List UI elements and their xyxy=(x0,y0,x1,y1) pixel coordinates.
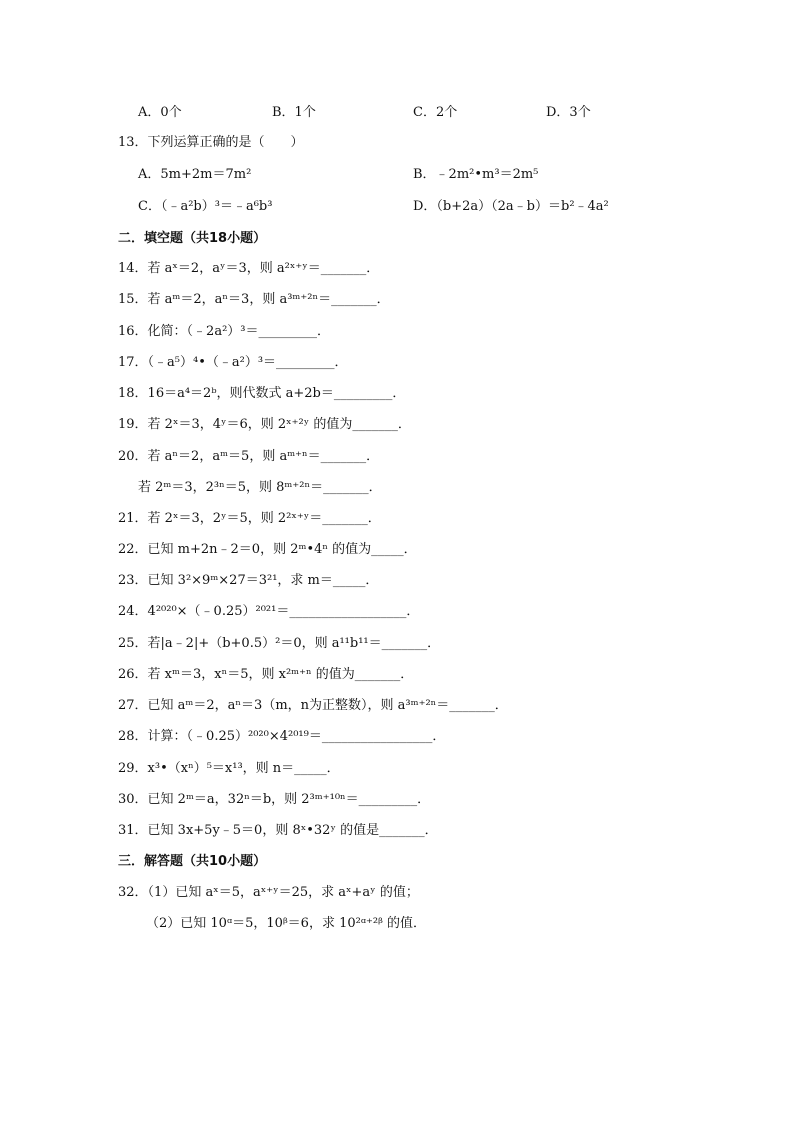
q13-stem: 13．下列运算正确的是（ ） xyxy=(118,135,304,150)
q12-option-b: B．1个 xyxy=(272,105,316,120)
question-17: 17．（﹣a⁵）⁴•（﹣a²）³＝_________． xyxy=(118,355,348,370)
q13-option-c: C．（﹣a²b）³＝﹣a⁶b³ xyxy=(138,199,273,214)
question-15: 15．若 aᵐ＝2，aⁿ＝3，则 a³ᵐ⁺²ⁿ＝_______． xyxy=(118,292,390,307)
question-32-part-1: 32．（1）已知 aˣ＝5，aˣ⁺ʸ＝25，求 aˣ+aʸ 的值； xyxy=(118,885,419,900)
q12-option-a: A．0个 xyxy=(138,105,182,120)
question-26: 26．若 xᵐ＝3，xⁿ＝5，则 x²ᵐ⁺ⁿ 的值为_______． xyxy=(118,667,414,682)
question-22: 22．已知 m+2n﹣2＝0，则 2ᵐ•4ⁿ 的值为_____． xyxy=(118,542,417,557)
question-27: 27．已知 aᵐ＝2，aⁿ＝3（m，n为正整数），则 a³ᵐ⁺²ⁿ＝_______． xyxy=(118,698,508,713)
question-31: 31．已知 3x+5y﹣5＝0，则 8ˣ•32ʸ 的值是_______． xyxy=(118,823,438,838)
question-30: 30．已知 2ᵐ＝a，32ⁿ＝b，则 2³ᵐ⁺¹⁰ⁿ＝_________． xyxy=(118,792,431,807)
question-28: 28．计算：（﹣0.25）²⁰²⁰×4²⁰¹⁹＝_________________． xyxy=(118,729,446,744)
question-25: 25．若|a﹣2|+（b+0.5）²＝0，则 a¹¹b¹¹＝_______． xyxy=(118,636,441,651)
q13-option-b: B．﹣2m²•m³＝2m⁵ xyxy=(413,167,539,182)
section-heading-fill: 二．填空题（共18小题） xyxy=(118,231,267,246)
q13-option-d: D．（b+2a）（2a﹣b）＝b²﹣4a² xyxy=(413,199,609,214)
section-heading-answer: 三．解答题（共10小题） xyxy=(118,854,267,869)
question-20-followup: 若 2ᵐ＝3，2³ⁿ＝5，则 8ᵐ⁺²ⁿ＝_______． xyxy=(138,480,382,495)
question-24: 24．4²⁰²⁰×（﹣0.25）²⁰²¹＝__________________． xyxy=(118,604,420,619)
question-16: 16．化简：（﹣2a²）³＝_________． xyxy=(118,324,330,339)
q13-option-a: A．5m+2m＝7m² xyxy=(138,167,252,182)
question-29: 29．x³•（xⁿ）⁵＝x¹³，则 n＝_____． xyxy=(118,761,340,776)
q12-option-c: C．2个 xyxy=(413,105,458,120)
question-21: 21．若 2ˣ＝3，2ʸ＝5，则 2²ˣ⁺ʸ＝_______． xyxy=(118,511,381,526)
question-18: 18．16＝a⁴＝2ᵇ，则代数式 a+2b＝_________． xyxy=(118,386,406,401)
question-20: 20．若 aⁿ＝2，aᵐ＝5，则 aᵐ⁺ⁿ＝_______． xyxy=(118,449,380,464)
question-19: 19．若 2ˣ＝3，4ʸ＝6，则 2ˣ⁺²ʸ 的值为_______． xyxy=(118,417,411,432)
question-14: 14．若 aˣ＝2，aʸ＝3，则 a²ˣ⁺ʸ＝_______． xyxy=(118,261,380,276)
q12-option-d: D．3个 xyxy=(546,105,591,120)
question-32-part-2: （2）已知 10ᵅ＝5，10ᵝ＝6，求 10²ᵅ⁺²ᵝ 的值． xyxy=(146,916,426,931)
question-23: 23．已知 3²×9ᵐ×27＝3²¹，求 m＝_____． xyxy=(118,573,379,588)
